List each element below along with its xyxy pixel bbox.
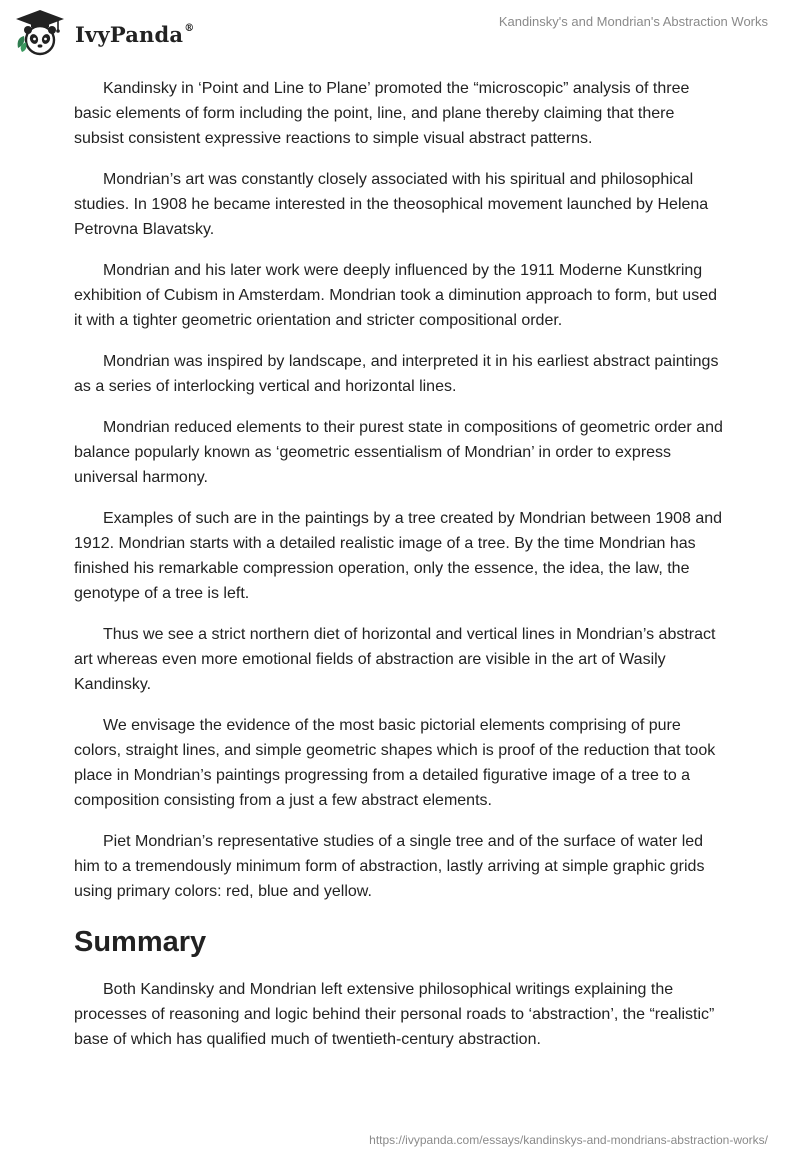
paragraph: Mondrian’s art was constantly closely associated with his spiritual and philosophical studies. In 1908 he became interested in the theosophical movement launched by Helena Petrovna Blavatsky. <box>74 171 709 238</box>
page-header <box>0 0 800 70</box>
source-url[interactable]: https://ivypanda.com/essays/kandinskys-and-mondrians-abstraction-works/ <box>369 1133 768 1147</box>
paragraph: We envisage the evidence of the most basic pictorial elements comprising of pure colors, straight lines, and simple geometric shapes which is proof of the reduction that took place in Mondrian’s paintings progressing from a detailed figurative image of a tree to a composition consisting from a just a few abstract elements. <box>74 717 716 809</box>
paragraph: Thus we see a strict northern diet of horizontal and vertical lines in Mondrian’s abstract art whereas even more emotional fields of abstraction are visible in the art of Wasily Kandinsky. <box>74 626 716 693</box>
paragraph: Kandinsky in ‘Point and Line to Plane’ promoted the “microscopic” analysis of three basic elements of form including the point, line, and plane thereby claiming that there subsist consistent expressive reactions to simple visual abstract patterns. <box>74 80 690 147</box>
panda-graduation-cap-icon <box>14 8 66 58</box>
ivypanda-logo[interactable] <box>14 8 194 58</box>
brand-name: IvyPanda® <box>75 21 195 47</box>
paragraph: Piet Mondrian’s representative studies of a single tree and of the surface of water led him to a tremendously minimum form of abstraction, lastly arriving at simple graphic grids using primary colors: red, blue and yellow. <box>74 833 705 900</box>
paragraph: Mondrian and his later work were deeply influenced by the 1911 Moderne Kunstkring exhibition of Cubism in Amsterdam. Mondrian took a diminution approach to form, but used it with a tighter geometric orientation and stricter compositional order. <box>74 262 717 329</box>
summary-heading: Summary <box>74 926 207 958</box>
essay-content <box>74 76 726 1068</box>
paragraph: Mondrian reduced elements to their purest state in compositions of geometric order and balance popularly known as ‘geometric essentialism of Mondrian’ in order to express universal harmony. <box>74 419 723 486</box>
paragraph: Examples of such are in the paintings by a tree created by Mondrian between 1908 and 1912. Mondrian starts with a detailed realistic image of a tree. By the time Mondrian has finished his remarkable compression operation, only the essence, the idea, the law, the genotype of a tree is left. <box>74 510 723 602</box>
paragraph: Mondrian was inspired by landscape, and interpreted it in his earliest abstract paintings as a series of interlocking vertical and horizontal lines. <box>74 353 719 395</box>
summary-paragraph: Both Kandinsky and Mondrian left extensive philosophical writings explaining the processes of reasoning and logic behind their personal roads to ‘abstraction’, the “realistic” base of which has qualified much of twentieth-century abstraction. <box>74 981 715 1048</box>
running-title: Kandinsky's and Mondrian's Abstraction Works <box>498 14 768 29</box>
